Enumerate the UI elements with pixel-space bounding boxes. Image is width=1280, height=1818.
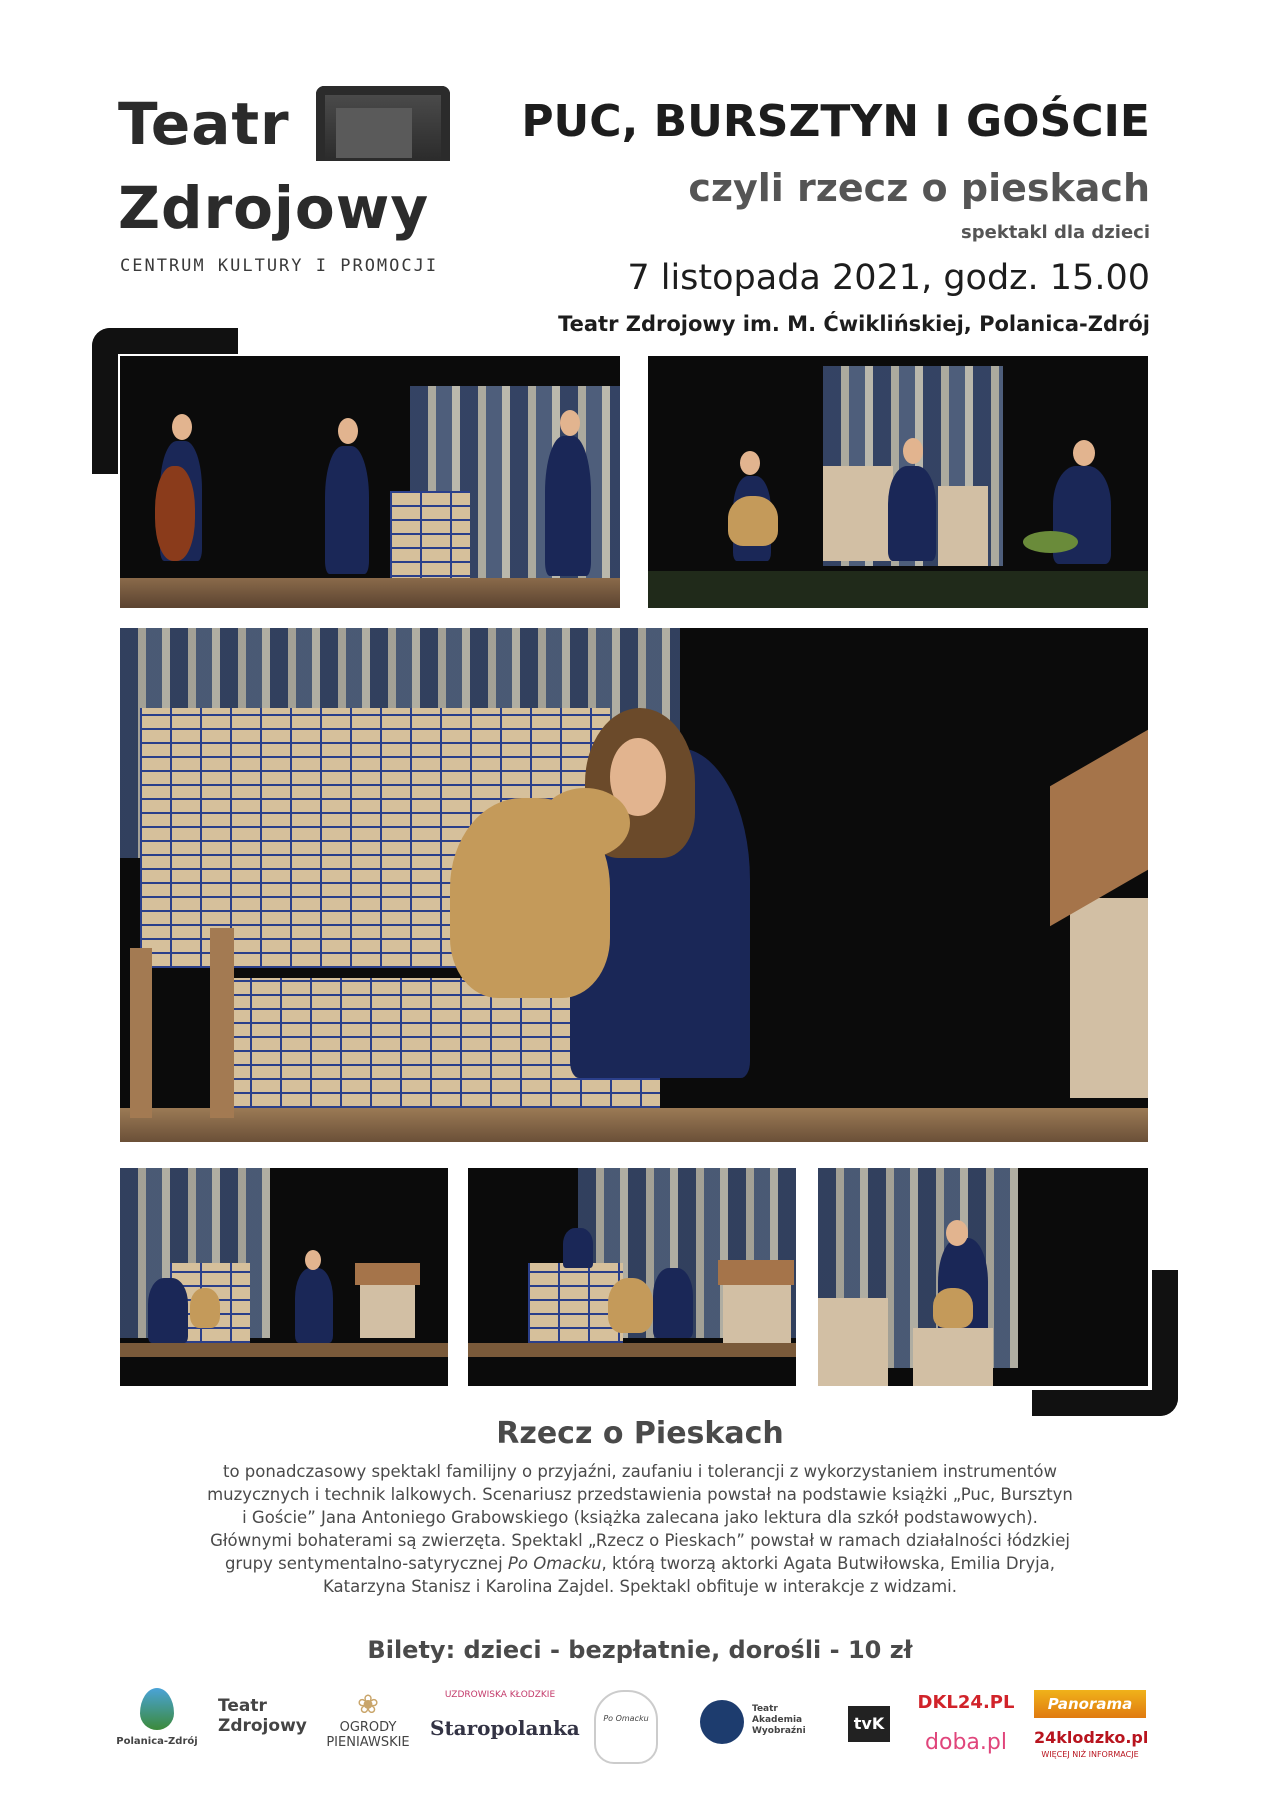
event-date: 7 listopada 2021, godz. 15.00 xyxy=(627,258,1150,298)
description-line: Katarzyna Stanisz i Karolina Zajdel. Spektakl obfituje w interakcje z widzami. xyxy=(322,1577,958,1596)
sponsor-staropolanka xyxy=(430,1690,580,1740)
description xyxy=(60,1460,1220,1598)
photo-stage-cellist xyxy=(120,356,620,608)
sponsor-24klodzko-tagline: WIĘCEJ NIŻ INFORMACJE xyxy=(1041,1750,1139,1759)
sponsor-akademia-line2: Akademia xyxy=(752,1715,803,1725)
frame-corner-bottom-right-vertical xyxy=(1152,1270,1178,1416)
sponsor-uzdrowiska: UZDROWISKA KŁODZKIE xyxy=(444,1690,556,1700)
event-subtitle: czyli rzecz o pieskach xyxy=(688,166,1150,210)
logo-zdrojowy: Zdrojowy xyxy=(118,174,430,242)
sponsor-akademia-line3: Wyobraźni xyxy=(752,1726,806,1736)
sponsor-akademia-line1: Teatr xyxy=(752,1704,778,1714)
sponsor-ogrody-line1: OGRODY xyxy=(339,1720,397,1735)
logo-subtitle: CENTRUM KULTURY I PROMOCJI xyxy=(120,256,439,276)
photo-bottom-3 xyxy=(818,1168,1148,1386)
sponsor-doba: doba.pl xyxy=(925,1730,1007,1755)
sponsor-polanica xyxy=(112,1688,202,1747)
description-line: i Goście” Jana Antoniego Grabowskiego (książka zalecana jako lektura dla szkół podstawowych). xyxy=(242,1508,1038,1527)
sponsor-tvk: tvK xyxy=(848,1706,890,1742)
sponsor-po-omacku-label: Po Omacku xyxy=(603,1714,649,1723)
frame-corner-top-left-vertical xyxy=(92,328,118,474)
photo-bottom-1 xyxy=(120,1168,448,1386)
sponsor-po-omacku xyxy=(594,1690,658,1764)
description-line: to ponadczasowy spektakl familijny o przyjaźni, zaufaniu i tolerancji z wykorzystaniem instrumentów xyxy=(223,1462,1057,1481)
description-line: Głównymi bohaterami są zwierzęta. Spektakl „Rzecz o Pieskach” powstał w ramach działalności łódzkiej xyxy=(210,1531,1070,1550)
sponsor-24klodzko: 24klodzko.pl xyxy=(1034,1728,1149,1747)
logo-stage-curtain xyxy=(336,108,412,158)
sponsor-polanica-label: Polanica-Zdrój xyxy=(116,1736,198,1747)
description-line: muzycznych i technik lalkowych. Scenariusz przedstawienia powstał na podstawie książki „Puc, Bursztyn xyxy=(207,1485,1073,1504)
event-title: PUC, BURSZTYN I GOŚCIE xyxy=(521,96,1150,147)
event-tagline: spektakl dla dzieci xyxy=(961,222,1150,243)
description-line xyxy=(60,1552,1220,1575)
sponsor-teatr-line2: Zdrojowy xyxy=(218,1716,307,1736)
logo-teatr: Teatr xyxy=(118,90,290,158)
ticket-info: Bilety: dzieci - bezpłatnie, dorośli - 10 zł xyxy=(367,1636,913,1664)
sponsor-teatr-line1: Teatr xyxy=(218,1696,267,1716)
sponsor-panorama: Panorama xyxy=(1034,1690,1146,1718)
photo-bottom-2 xyxy=(468,1168,796,1386)
section-title: Rzecz o Pieskach xyxy=(496,1416,784,1451)
group-name: Po Omacku xyxy=(507,1554,602,1573)
photo-main-dog-puppet xyxy=(120,628,1148,1142)
description-text: grupy sentymentalno-satyrycznej xyxy=(224,1554,508,1573)
photo-stage-puppets xyxy=(648,356,1148,608)
sponsor-ogrody-line2: PIENIAWSKIE xyxy=(326,1735,410,1750)
description-text: , którą tworzą aktorki Agata Butwiłowska, Emilia Dryja, xyxy=(601,1554,1056,1573)
sponsor-ogrody xyxy=(318,1690,418,1750)
sponsor-staropolanka-label: Staropolanka xyxy=(430,1716,580,1740)
event-venue: Teatr Zdrojowy im. M. Ćwiklińskiej, Polanica-Zdrój xyxy=(558,312,1150,336)
moon-icon xyxy=(700,1700,744,1744)
sponsor-teatr xyxy=(218,1696,308,1736)
drop-icon xyxy=(140,1688,174,1730)
lotus-icon: ❀ xyxy=(357,1690,379,1720)
sponsor-dkl24: DKL24.PL xyxy=(917,1692,1015,1713)
